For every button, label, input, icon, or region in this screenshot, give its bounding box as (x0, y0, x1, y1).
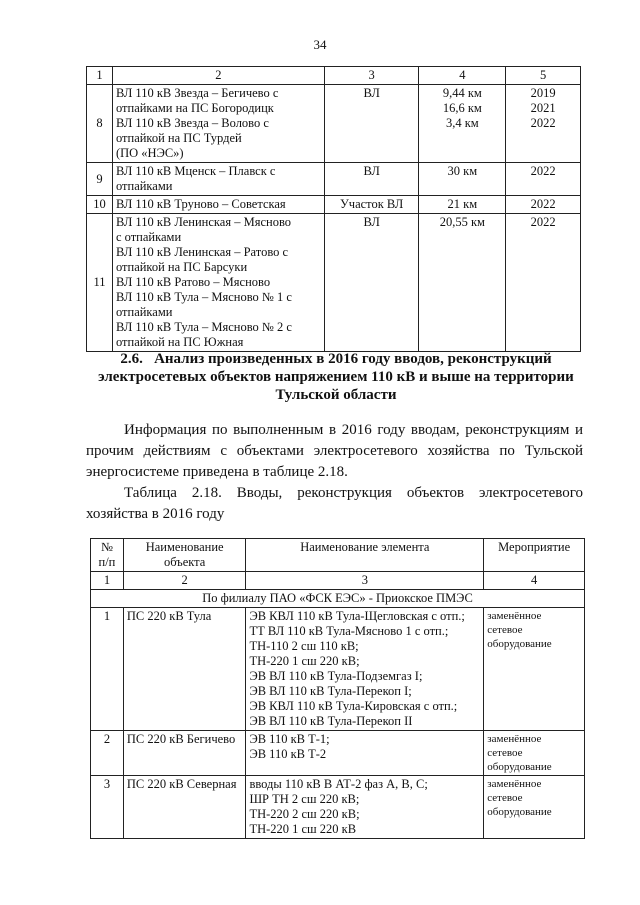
section-number: 2.6. (120, 351, 143, 367)
inputs-table (90, 538, 585, 839)
line-year: 2019 2021 2022 (506, 85, 581, 163)
section-title-line-1: Анализ произведенных в 2016 году вводов, реконструкций (154, 351, 552, 367)
lines-table (86, 66, 581, 352)
header-element: Наименование элемента (246, 539, 484, 572)
line-type: ВЛ (324, 163, 419, 196)
col-number-5: 5 (506, 67, 581, 85)
table-row (87, 214, 581, 352)
body-paragraph: Информация по выполненным в 2016 году вводам, реконструкциям и прочим действиям с объектами электросетевого хозяйства по Тульской энергосистеме приведена в таблице 2.18. (86, 422, 583, 480)
row-number: 10 (87, 196, 113, 214)
element-list: вводы 110 кВ В АТ-2 фаз А, В, С; ШР ТН 2 сш 220 кВ; ТН-220 2 сш 220 кВ; ТН-220 1 сш 220 кВ (246, 776, 484, 839)
header-object: Наименование объекта (123, 539, 246, 572)
branch-row (91, 590, 585, 608)
row-number: 3 (91, 776, 124, 839)
table-header-row (87, 67, 581, 85)
col-number-4: 4 (484, 572, 585, 590)
action: заменённое сетевое оборудование (484, 608, 585, 731)
row-number: 9 (87, 163, 113, 196)
table-row (87, 196, 581, 214)
object-name: ПС 220 кВ Северная (123, 776, 246, 839)
col-number-3: 3 (246, 572, 484, 590)
line-name: ВЛ 110 кВ Звезда – Бегичево с отпайками на ПС Богородицк ВЛ 110 кВ Звезда – Волово с отпайкой на ПС Турдей (ПО «НЭС») (112, 85, 324, 163)
col-number-2: 2 (112, 67, 324, 85)
line-length: 9,44 км 16,6 км 3,4 км (419, 85, 506, 163)
line-name: ВЛ 110 кВ Ленинская – Мясново с отпайками ВЛ 110 кВ Ленинская – Ратово с отпайкой на ПС Барсуки ВЛ 110 кВ Ратово – Мясново ВЛ 110 кВ Тула – Мясново № 1 с отпайками ВЛ 110 кВ Тула – Мясново № 2 с отпайкой на ПС Южная (112, 214, 324, 352)
col-number-1: 1 (91, 572, 124, 590)
table-row (87, 85, 581, 163)
section-title-line-3: Тульской области (275, 387, 397, 403)
line-type: ВЛ (324, 85, 419, 163)
line-type: ВЛ (324, 214, 419, 352)
line-length: 20,55 км (419, 214, 506, 352)
line-name: ВЛ 110 кВ Труново – Советская (112, 196, 324, 214)
table-header-row (91, 539, 585, 572)
line-length: 30 км (419, 163, 506, 196)
col-number-4: 4 (419, 67, 506, 85)
row-number: 11 (87, 214, 113, 352)
line-name: ВЛ 110 кВ Мценск – Плавск с отпайками (112, 163, 324, 196)
col-number-2: 2 (123, 572, 246, 590)
line-year: 2022 (506, 163, 581, 196)
object-name: ПС 220 кВ Тула (123, 608, 246, 731)
section-heading (86, 350, 586, 404)
line-year: 2022 (506, 196, 581, 214)
row-number: 8 (87, 85, 113, 163)
row-number: 2 (91, 731, 124, 776)
column-number-row (91, 572, 585, 590)
table-row (91, 608, 585, 731)
line-type: Участок ВЛ (324, 196, 419, 214)
section-title-line-2: электросетевых объектов напряжением 110 кВ и выше на территории (98, 369, 574, 385)
row-number: 1 (91, 608, 124, 731)
action: заменённое сетевое оборудование (484, 731, 585, 776)
object-name: ПС 220 кВ Бегичево (123, 731, 246, 776)
col-number-3: 3 (324, 67, 419, 85)
line-year: 2022 (506, 214, 581, 352)
branch-label: По филиалу ПАО «ФСК ЕЭС» - Приокское ПМЭС (91, 590, 585, 608)
page-number: 34 (313, 37, 327, 52)
col-number-1: 1 (87, 67, 113, 85)
header-action: Мероприятие (484, 539, 585, 572)
table-row (91, 776, 585, 839)
element-list: ЭВ 110 кВ Т-1; ЭВ 110 кВ Т-2 (246, 731, 484, 776)
line-length: 21 км (419, 196, 506, 214)
header-num: № п/п (91, 539, 124, 572)
table-row (91, 731, 585, 776)
element-list: ЭВ КВЛ 110 кВ Тула-Щегловская с отп.; ТТ ВЛ 110 кВ Тула-Мясново 1 с отп.; ТН-110 2 сш 110 кВ; ТН-220 1 сш 220 кВ; ЭВ ВЛ 110 кВ Тула-Подземгаз I; ЭВ ВЛ 110 кВ Тула-Перекоп I; ЭВ КВЛ 110 кВ Тула-Кировская с отп.; ЭВ ВЛ 110 кВ Тула-Перекоп II (246, 608, 484, 731)
table-row (87, 163, 581, 196)
table-caption: Таблица 2.18. Вводы, реконструкция объектов электросетевого хозяйства в 2016 году (86, 485, 583, 522)
action: заменённое сетевое оборудование (484, 776, 585, 839)
